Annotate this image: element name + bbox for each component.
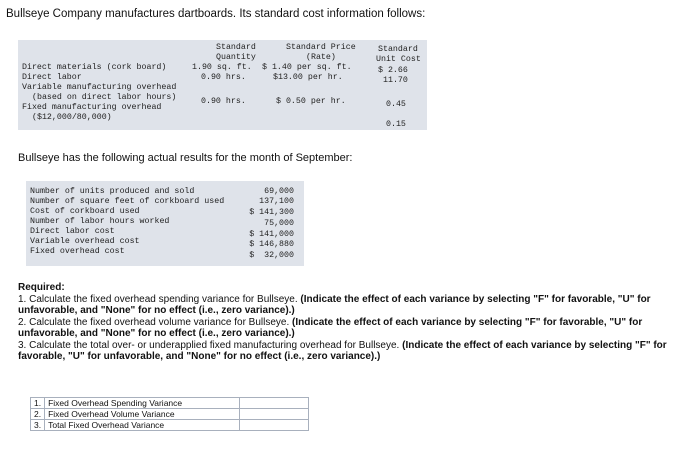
actual-value-variable-overhead: $ 146,880 <box>249 240 294 249</box>
answer-row <box>31 420 309 431</box>
row-label-direct-labor: Direct labor <box>22 73 82 82</box>
row-price-direct-materials: $ 1.40 per sq. ft. <box>262 63 352 72</box>
actual-results-subheading: Bullseye has the following actual results for the month of September: <box>18 152 353 164</box>
required-heading: Required: <box>18 282 65 293</box>
actual-label-units: Number of units produced and sold <box>30 187 195 196</box>
actual-label-corkboard-cost: Cost of corkboard used <box>30 207 140 216</box>
question-1 <box>18 294 678 317</box>
row-label-fixed-overhead-basis: ($12,000/80,000) <box>32 113 112 122</box>
row-label-fixed-overhead: Fixed manufacturing overhead <box>22 103 162 112</box>
row-qty-variable-overhead: 0.90 hrs. <box>201 97 246 106</box>
question-3 <box>18 340 678 363</box>
actual-value-corkboard-cost: $ 141,300 <box>249 208 294 217</box>
answer-row-label: Fixed Overhead Volume Variance <box>45 409 240 420</box>
row-unit-direct-materials: $ 2.66 <box>378 66 408 75</box>
row-qty-direct-labor: 0.90 hrs. <box>201 73 246 82</box>
answer-table <box>30 397 309 431</box>
row-unit-variable-overhead: 0.45 <box>386 100 406 109</box>
actual-value-sqft: 137,100 <box>259 197 294 206</box>
standard-cost-table <box>18 40 427 130</box>
required-section <box>18 282 678 363</box>
row-label-variable-overhead-basis: (based on direct labor hours) <box>32 93 177 102</box>
row-qty-direct-materials: 1.90 sq. ft. <box>192 63 252 72</box>
row-label-variable-overhead: Variable manufacturing overhead <box>22 83 177 92</box>
actual-value-fixed-overhead: $ 32,000 <box>249 251 294 260</box>
actual-results-table <box>26 181 304 266</box>
row-unit-direct-labor: 11.70 <box>383 76 408 85</box>
row-price-direct-labor: $13.00 per hr. <box>273 73 343 82</box>
answer-row-number: 1. <box>31 398 45 409</box>
answer-input-cell[interactable] <box>240 420 309 431</box>
actual-value-units: 69,000 <box>264 187 294 196</box>
row-label-direct-materials: Direct materials (cork board) <box>22 63 167 72</box>
col-qty-header-1: Standard <box>216 43 256 52</box>
question-2 <box>18 317 678 340</box>
question-1-text: 1. Calculate the fixed overhead spending variance for Bullseye. <box>18 293 301 305</box>
actual-label-sqft: Number of square feet of corkboard used <box>30 197 225 206</box>
answer-row-number: 2. <box>31 409 45 420</box>
answer-row-label: Total Fixed Overhead Variance <box>45 420 240 431</box>
question-2-instruction: (Indicate the effect of each variance by selecting "F" for favorable, "U" for unfavorable, and "None" for no effect (i.e., zero variance).) <box>18 316 643 339</box>
answer-row-label: Fixed Overhead Spending Variance <box>45 398 240 409</box>
answer-row-number: 3. <box>31 420 45 431</box>
col-price-header-1: Standard Price <box>286 43 356 52</box>
actual-label-labor-hours: Number of labor hours worked <box>30 217 170 226</box>
col-unit-header-2: Unit Cost <box>376 55 421 64</box>
answer-input-cell[interactable] <box>240 409 309 420</box>
actual-label-labor-cost: Direct labor cost <box>30 227 115 236</box>
question-2-text: 2. Calculate the fixed overhead volume variance for Bullseye. <box>18 316 293 328</box>
actual-label-variable-overhead: Variable overhead cost <box>30 237 140 246</box>
row-unit-fixed-overhead: 0.15 <box>386 120 406 129</box>
intro-text: Bullseye Company manufactures dartboards. Its standard cost information follows: <box>6 8 426 20</box>
col-qty-header-2: Quantity <box>216 53 256 62</box>
actual-label-fixed-overhead: Fixed overhead cost <box>30 247 125 256</box>
col-price-header-2: (Rate) <box>306 53 336 62</box>
question-1-instruction: (Indicate the effect of each variance by selecting "F" for favorable, "U" for unfavorable, and "None" for no effect (i.e., zero variance).) <box>18 293 651 316</box>
answer-row <box>31 409 309 420</box>
answer-input-cell[interactable] <box>240 398 309 409</box>
answer-row <box>31 398 309 409</box>
actual-value-labor-hours: 75,000 <box>264 219 294 228</box>
question-3-instruction: (Indicate the effect of each variance by selecting "F" for favorable, "U" for unfavorable, and "None" for no effect (i.e., zero variance).) <box>18 339 667 362</box>
col-unit-header-1: Standard <box>378 45 418 54</box>
actual-value-labor-cost: $ 141,000 <box>249 230 294 239</box>
question-3-text: 3. Calculate the total over- or underapplied fixed manufacturing overhead for Bullseye. <box>18 339 403 351</box>
row-price-variable-overhead: $ 0.50 per hr. <box>276 97 346 106</box>
